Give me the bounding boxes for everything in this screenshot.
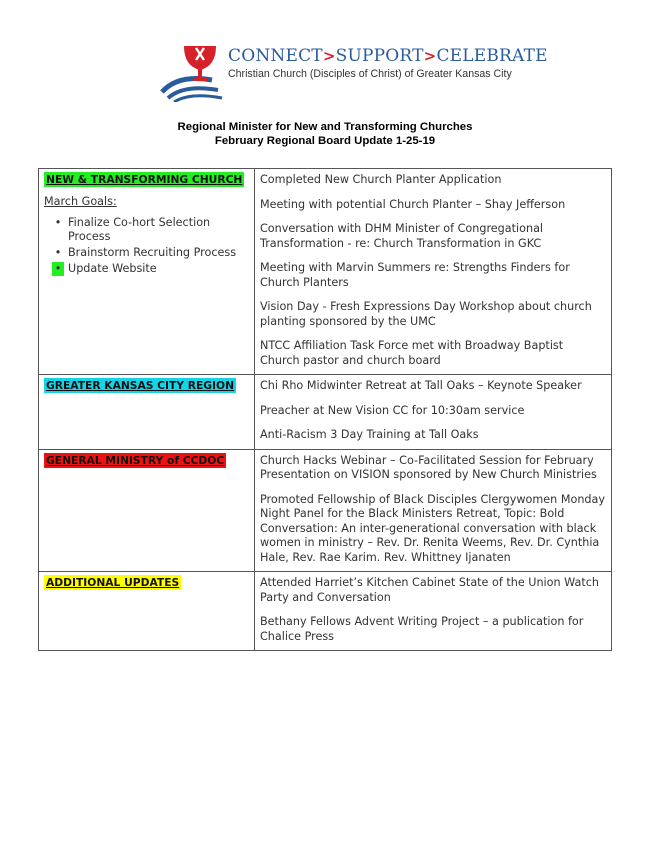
goals-label: March Goals: [44, 195, 117, 208]
table-row [39, 169, 612, 375]
section-cell [39, 449, 255, 572]
page-subtitle: February Regional Board Update 1-25-19 [214, 135, 436, 147]
list-item: • Finalize Co-hort Selection Process [68, 216, 249, 244]
list-item: Church Hacks Webinar – Co-Facilitated Session for February Presentation on VISION sponsored by New Church Ministries [260, 453, 597, 481]
list-item: Conversation with DHM Minister of Congregational Transformation - re: Church Transformation in GKC [260, 222, 544, 250]
section-heading: GREATER KANSAS CITY REGION [46, 379, 235, 392]
list-item: Meeting with Marvin Summers re: Strengths Finders for Church Planters [260, 261, 570, 289]
list-item: Promoted Fellowship of Black Disciples Clergywomen Monday Night Panel for the Black Ministers Retreat, Topic: Bold Conversation: An inter-generational conversation with black women in ministry – Rev. Dr. Renita Weems, Rev. Dr. Cynthia Hale, Rev. Rae Karim. Rev. Whittney Ijanaten [260, 492, 605, 564]
bullet-icon: • [52, 262, 64, 276]
section-heading: NEW & TRANSFORMING CHURCH [46, 173, 243, 186]
bullet-icon: • [54, 216, 62, 229]
list-item: • Update Website [68, 262, 249, 276]
items-cell [255, 572, 612, 651]
items-cell [255, 375, 612, 450]
update-table [38, 168, 612, 651]
table-row [39, 572, 612, 651]
chalice-cross-icon [160, 40, 226, 102]
items-cell [255, 169, 612, 375]
list-item: Bethany Fellows Advent Writing Project – a publication for Chalice Press [260, 615, 584, 643]
table-row [39, 375, 612, 450]
list-item: Meeting with potential Church Planter – Shay Jefferson [260, 197, 566, 211]
section-cell [39, 375, 255, 450]
list-item: Chi Rho Midwinter Retreat at Tall Oaks – Keynote Speaker [260, 379, 582, 392]
table-row [39, 449, 612, 572]
section-cell [39, 572, 255, 651]
list-item: • Brainstorm Recruiting Process [68, 246, 249, 260]
logo-tagline: CONNECT>SUPPORT>CELEBRATE [228, 46, 548, 66]
section-cell [39, 169, 255, 375]
list-item: Completed New Church Planter Application [260, 173, 502, 186]
list-item: Attended Harriet’s Kitchen Cabinet State of the Union Watch Party and Conversation [260, 576, 599, 604]
items-cell [255, 449, 612, 572]
list-item: Anti-Racism 3 Day Training at Tall Oaks [260, 428, 479, 441]
list-item: NTCC Affiliation Task Force met with Broadway Baptist Church pastor and church board [260, 339, 564, 367]
goals-list [44, 216, 249, 276]
section-heading: ADDITIONAL UPDATES [46, 576, 180, 589]
bullet-icon: • [54, 246, 62, 259]
list-item: Preacher at New Vision CC for 10:30am service [260, 403, 525, 417]
logo-subtitle: Christian Church (Disciples of Christ) of Greater Kansas City [228, 68, 512, 80]
logo [160, 40, 548, 102]
section-heading: GENERAL MINISTRY of CCDOC [46, 453, 225, 467]
page-title: Regional Minister for New and Transforming Churches [177, 121, 473, 133]
list-item: Vision Day - Fresh Expressions Day Workshop about church planting sponsored by the UMC [260, 300, 592, 328]
